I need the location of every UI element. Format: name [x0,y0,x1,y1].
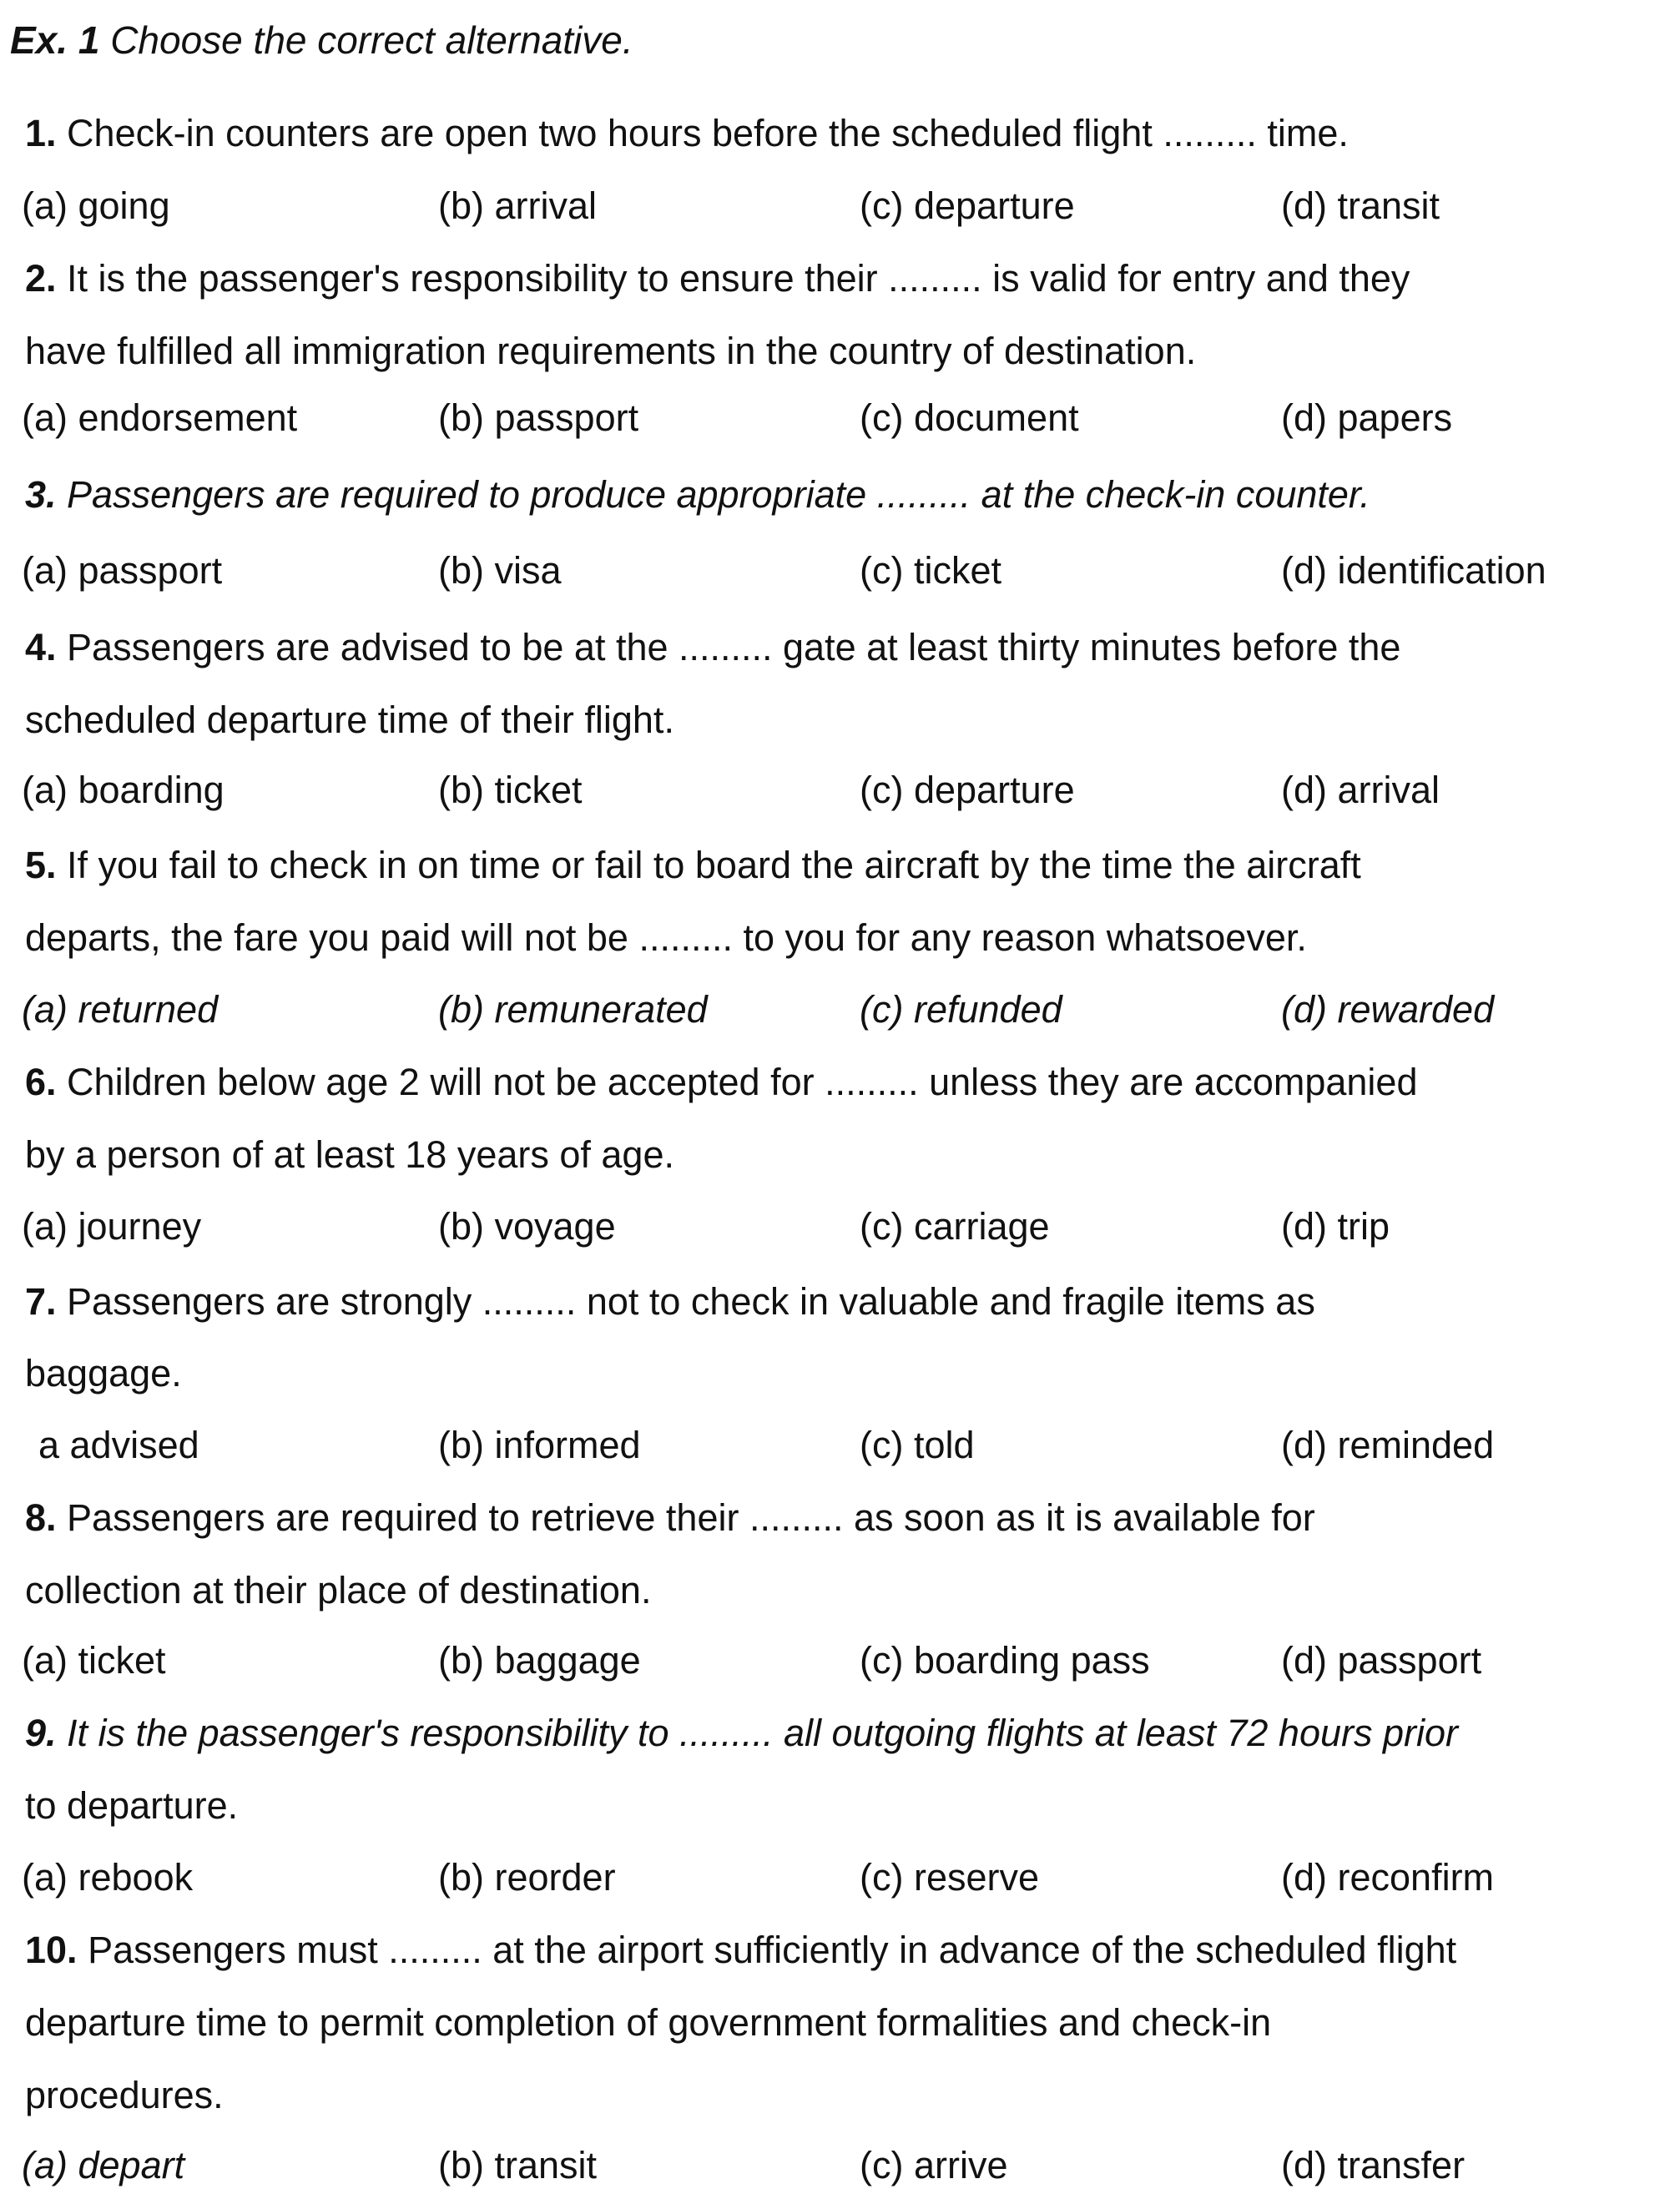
question-1-option-d[interactable]: (d) transit [1281,184,1440,227]
question-6-text: Children below age 2 will not be accepted for ......... unless they are accompanied [67,1061,1418,1103]
question-2-line-2: have fulfilled all immigration requirements in the country of destination. [25,330,1197,372]
question-4-option-c[interactable]: (c) departure [860,769,1075,811]
question-3-option-a[interactable]: (a) passport [22,549,223,592]
question-8-option-c[interactable]: (c) boarding pass [860,1639,1150,1682]
question-8-line-1 [25,1495,1315,1541]
question-9-line-1 [25,1710,1458,1757]
question-8-number: 8. [25,1496,57,1539]
question-6-option-c[interactable]: (c) carriage [860,1205,1050,1248]
question-10-number: 10. [25,1929,78,1971]
question-10-option-c[interactable]: (c) arrive [860,2144,1008,2186]
question-2-number: 2. [25,257,57,300]
question-6-option-b[interactable]: (b) voyage [438,1205,616,1248]
question-9-line-2: to departure. [25,1784,239,1827]
question-7-option-c[interactable]: (c) told [860,1424,975,1466]
question-5-option-c[interactable]: (c) refunded [860,988,1062,1031]
question-8-option-a[interactable]: (a) ticket [22,1639,166,1682]
question-7-option-d[interactable]: (d) reminded [1281,1424,1495,1466]
exercise-heading [10,17,633,63]
question-3-number: 3. [25,473,57,516]
question-9-text: It is the passenger's responsibility to ......... all outgoing flights at least 72 hours prior [67,1712,1459,1754]
question-7-text: Passengers are strongly ......... not to check in valuable and fragile items as [67,1280,1315,1323]
question-3-line-1 [25,472,1370,518]
question-5-option-a[interactable]: (a) returned [22,988,219,1031]
question-6-line-2: by a person of at least 18 years of age. [25,1133,674,1176]
question-10-option-a[interactable]: (a) depart [22,2144,185,2186]
question-5-option-b[interactable]: (b) remunerated [438,988,708,1031]
question-6-number: 6. [25,1061,57,1103]
question-6-option-d[interactable]: (d) trip [1281,1205,1390,1248]
question-1-number: 1. [25,112,57,154]
question-6-option-a[interactable]: (a) journey [22,1205,202,1248]
question-3-option-c[interactable]: (c) ticket [860,549,1002,592]
question-10-option-b[interactable]: (b) transit [438,2144,598,2186]
question-8-option-b[interactable]: (b) baggage [438,1639,641,1682]
question-4-line-2: scheduled departure time of their flight. [25,699,674,741]
question-7-line-2: baggage. [25,1352,182,1395]
question-2-text: It is the passenger's responsibility to ensure their ......... is valid for entry and they [67,257,1410,300]
question-7-line-1 [25,1279,1315,1325]
question-9-option-d[interactable]: (d) reconfirm [1281,1856,1495,1899]
question-3-text: Passengers are required to produce appropriate ......... at the check-in counter. [67,473,1370,516]
question-9-option-c[interactable]: (c) reserve [860,1856,1040,1899]
question-8-text: Passengers are required to retrieve their ......... as soon as it is available for [67,1496,1315,1539]
question-4-option-d[interactable]: (d) arrival [1281,769,1440,811]
question-8-option-d[interactable]: (d) passport [1281,1639,1482,1682]
question-4-option-a[interactable]: (a) boarding [22,769,225,811]
question-10-text: Passengers must ......... at the airport sufficiently in advance of the scheduled flight [88,1929,1457,1971]
question-10-option-d[interactable]: (d) transfer [1281,2144,1466,2186]
question-1-line-1 [25,110,1349,157]
question-9-option-a[interactable]: (a) rebook [22,1856,194,1899]
question-3-option-d[interactable]: (d) identification [1281,549,1546,592]
question-2-line-1 [25,255,1410,302]
question-5-number: 5. [25,844,57,886]
question-10-line-2: departure time to permit completion of government formalities and check-in [25,2001,1272,2044]
question-2-option-d[interactable]: (d) papers [1281,396,1453,439]
question-9-option-b[interactable]: (b) reorder [438,1856,616,1899]
question-2-option-a[interactable]: (a) endorsement [22,396,298,439]
question-4-text: Passengers are advised to be at the ......... gate at least thirty minutes before the [67,626,1401,668]
question-7-number: 7. [25,1280,57,1323]
question-7-option-b[interactable]: (b) informed [438,1424,641,1466]
question-1-option-b[interactable]: (b) arrival [438,184,598,227]
question-5-line-2: departs, the fare you paid will not be ......... to you for any reason whatsoever. [25,916,1307,959]
question-9-number: 9. [25,1712,57,1754]
question-5-text: If you fail to check in on time or fail to board the aircraft by the time the aircraft [67,844,1361,886]
question-1-option-a[interactable]: (a) going [22,184,170,227]
question-5-option-d[interactable]: (d) rewarded [1281,988,1495,1031]
question-4-line-1 [25,624,1400,671]
question-3-option-b[interactable]: (b) visa [438,549,562,592]
question-10-line-3: procedures. [25,2074,224,2116]
question-7-option-a[interactable]: a advised [38,1424,199,1466]
exercise-instruction: Choose the correct alternative. [110,18,633,62]
question-1-option-c[interactable]: (c) departure [860,184,1075,227]
exercise-label: Ex. 1 [10,18,100,62]
question-10-line-1 [25,1927,1456,1974]
question-2-option-b[interactable]: (b) passport [438,396,639,439]
question-4-option-b[interactable]: (b) ticket [438,769,583,811]
question-2-option-c[interactable]: (c) document [860,396,1079,439]
question-6-line-1 [25,1059,1417,1106]
question-1-text: Check-in counters are open two hours before the scheduled flight ......... time. [67,112,1349,154]
question-4-number: 4. [25,626,57,668]
question-8-line-2: collection at their place of destination. [25,1569,652,1611]
question-5-line-1 [25,842,1361,889]
